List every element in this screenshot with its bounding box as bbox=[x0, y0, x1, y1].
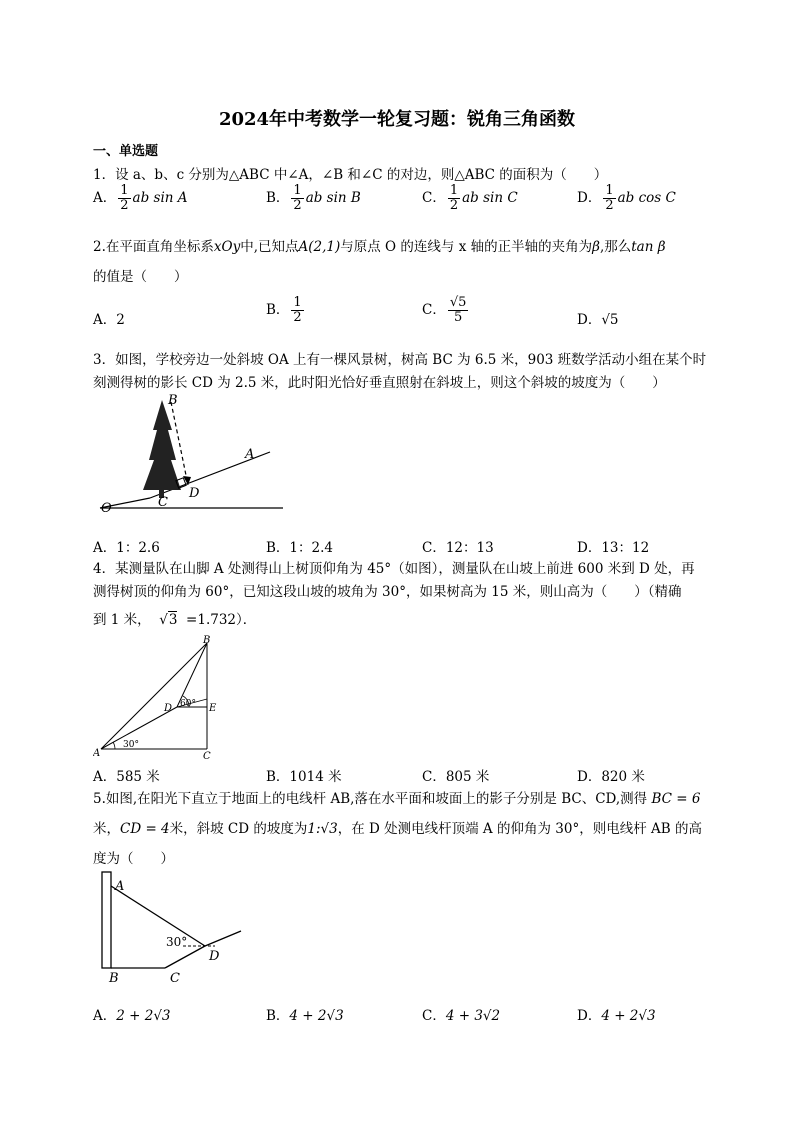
q5-option-b[interactable]: B．4 + 2√3 bbox=[266, 1008, 344, 1024]
label-O: O bbox=[101, 501, 112, 515]
q5-option-a[interactable]: A．2 + 2√3 bbox=[93, 1008, 171, 1024]
slope-extension bbox=[205, 931, 241, 946]
q4-stem-line3: 到 1 米， √3 =1.732）． bbox=[93, 612, 257, 628]
q2-stem-line1: 2.在平面直角坐标系xOy中,已知点A(2,1)与原点 O 的连线与 x 轴的正半轴的夹角为β,那么tan β bbox=[93, 239, 666, 255]
label-60deg: 60° bbox=[180, 699, 196, 709]
label-B: B bbox=[109, 971, 119, 986]
q2-option-d[interactable]: D．√5 bbox=[577, 312, 619, 328]
page-title: 2024年中考数学一轮复习题：锐角三角函数 bbox=[218, 109, 576, 130]
q3-stem-line1: 3．如图，学校旁边一处斜坡 OA 上有一棵风景树，树高 BC 为 6.5 米，903 班数学活动小组在某个时 bbox=[93, 352, 707, 368]
q3-option-c[interactable]: C．12：13 bbox=[422, 540, 494, 556]
option-label: A． bbox=[93, 190, 117, 206]
q4-option-b[interactable]: B．1014 米 bbox=[266, 769, 342, 785]
fraction: $\frac{1}{2}$ bbox=[449, 183, 459, 213]
option-expr: ab sin A bbox=[132, 190, 188, 206]
q3-option-a[interactable]: A．1：2.6 bbox=[93, 540, 160, 556]
q3-stem-line2: 刻测得树的影长 CD 为 2.5 米，此时阳光恰好垂直照射在斜坡上，则这个斜坡的坡度为（ ） bbox=[93, 375, 666, 391]
q5-figure bbox=[93, 868, 253, 986]
q4-stem-line2: 测得树顶的仰角为 60°，已知这段山坡的坡角为 30°，如果树高为 15 米，则山高为（ ）（精确 bbox=[93, 584, 682, 600]
q5-option-c[interactable]: C．4 + 3√2 bbox=[422, 1008, 501, 1024]
q2-option-b[interactable]: B． $\frac{1}{2}$ bbox=[266, 295, 302, 325]
q2-option-c[interactable]: C． $\frac{√5}{5}$ bbox=[422, 295, 467, 325]
label-30deg: 30° bbox=[166, 935, 188, 949]
label-C: C bbox=[158, 495, 168, 510]
option-label: D． bbox=[577, 190, 602, 206]
option-expr: ab sin C bbox=[462, 190, 518, 206]
q5-stem-line1: 5.如图,在阳光下直立于地面上的电线杆 AB,落在水平面和坡面上的影子分别是 BC、CD,测得 BC = 6 bbox=[93, 791, 701, 807]
pole-AB bbox=[102, 872, 111, 968]
q4-figure bbox=[93, 635, 223, 760]
label-C: C bbox=[203, 751, 211, 760]
sight-line-AD bbox=[111, 886, 205, 946]
label-A: A bbox=[245, 447, 255, 462]
q5-stem-line2: 米，CD = 4米，斜坡 CD 的坡度为1:√3，在 D 处测电线杆顶端 A 的仰角为 30°，则电线杆 AB 的高 bbox=[93, 821, 702, 837]
q4-option-a[interactable]: A．585 米 bbox=[93, 769, 160, 785]
label-D: D bbox=[189, 486, 200, 501]
q4-option-d[interactable]: D．820 米 bbox=[577, 769, 645, 785]
option-label: C． bbox=[422, 190, 446, 206]
label-D: D bbox=[209, 949, 220, 964]
option-expr: ab cos C bbox=[617, 190, 676, 206]
q2-stem-line2: 的值是（ ） bbox=[93, 269, 188, 285]
label-C: C bbox=[170, 971, 180, 986]
q1-option-d[interactable] bbox=[577, 184, 676, 213]
q4-stem-line1: 4．某测量队在山脚 A 处测得山上树顶仰角为 45°（如图），测量队在山坡上前进 600 米到 D 处，再 bbox=[93, 561, 695, 577]
fraction: $\frac{1}{2}$ bbox=[120, 183, 129, 213]
label-A: A bbox=[93, 748, 101, 759]
q2-option-a[interactable]: A．2 bbox=[93, 312, 125, 328]
fraction: $\frac{1}{2}$ bbox=[293, 183, 302, 213]
q3-option-b[interactable]: B．1：2.4 bbox=[266, 540, 333, 556]
label-A: A bbox=[115, 879, 125, 894]
q1-option-b[interactable] bbox=[266, 184, 361, 213]
q1-option-a[interactable] bbox=[93, 184, 188, 213]
q3-figure bbox=[95, 390, 295, 515]
line-AB bbox=[101, 643, 207, 749]
label-30deg: 30° bbox=[123, 740, 139, 750]
angle-arc-30 bbox=[113, 742, 115, 749]
label-B: B bbox=[168, 393, 178, 408]
tree-icon bbox=[143, 400, 181, 498]
fraction: $\frac{1}{2}$ bbox=[605, 183, 614, 213]
q1-option-c[interactable] bbox=[422, 184, 518, 213]
option-expr: ab sin B bbox=[305, 190, 361, 206]
label-D: D bbox=[164, 703, 173, 714]
label-B: B bbox=[203, 635, 211, 646]
line-DB bbox=[177, 643, 207, 707]
q5-option-d[interactable]: D．4 + 2√3 bbox=[577, 1008, 656, 1024]
q5-stem-line3: 度为（ ） bbox=[93, 851, 174, 867]
q3-option-d[interactable]: D．13：12 bbox=[577, 540, 650, 556]
q1-stem: 1．设 a、b、c 分别为△ABC 中∠A，∠B 和∠C 的对边，则△ABC 的面积为（ ） bbox=[93, 167, 608, 183]
section-heading: 一、单选题 bbox=[93, 144, 159, 159]
slope-CD bbox=[165, 946, 205, 968]
option-label: B． bbox=[266, 190, 290, 206]
q4-option-c[interactable]: C．805 米 bbox=[422, 769, 490, 785]
label-E: E bbox=[209, 703, 217, 714]
